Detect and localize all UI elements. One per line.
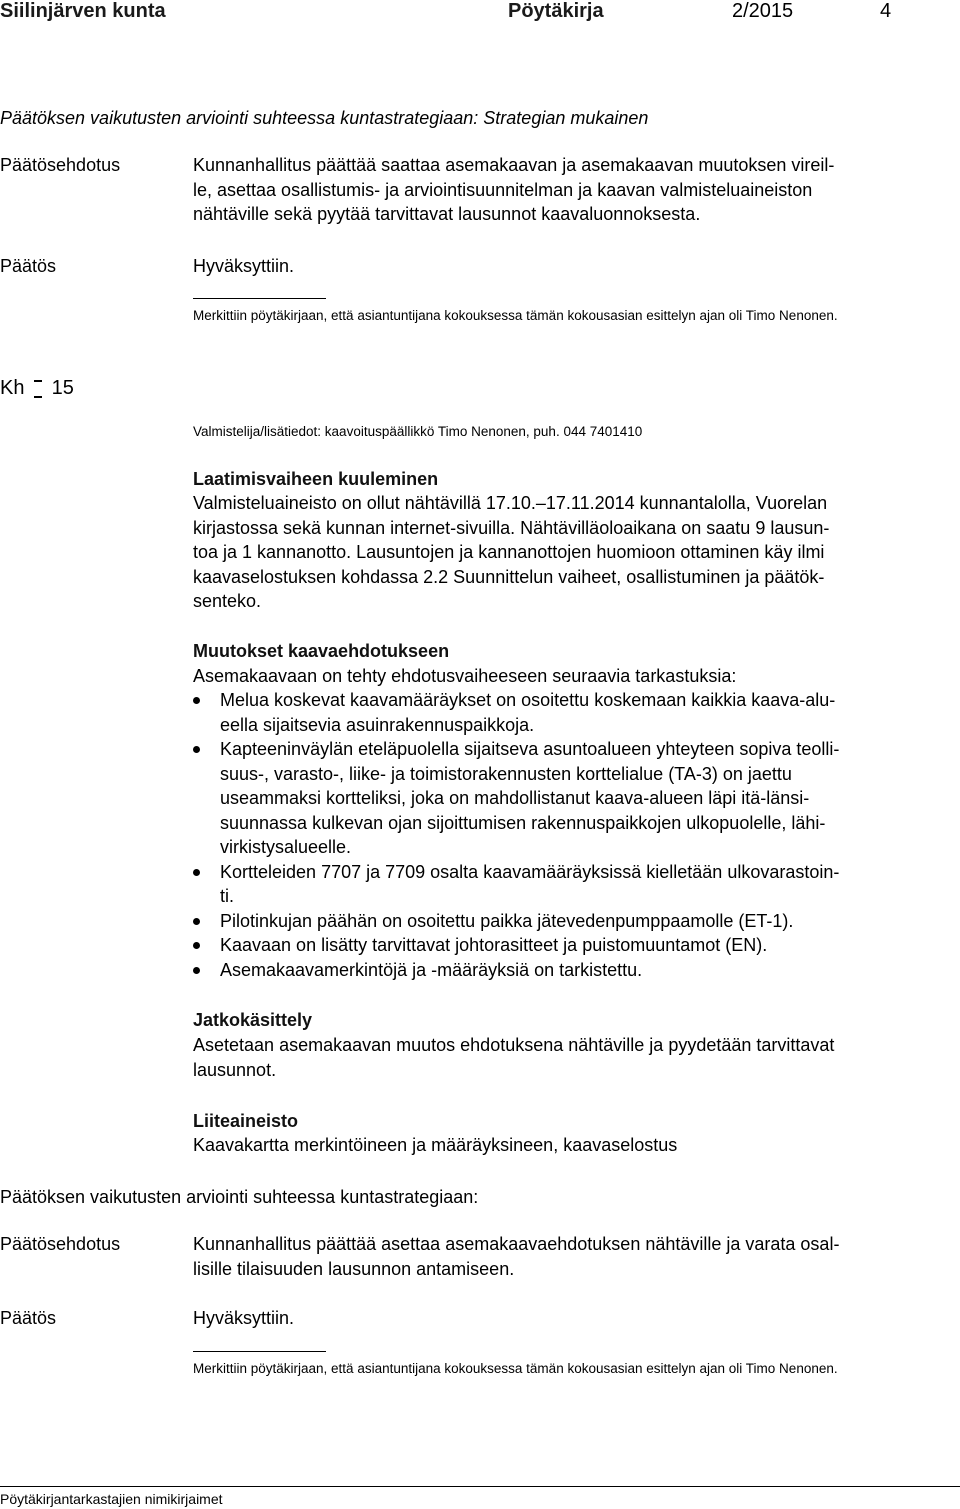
list-item: Asemakaavamerkintöjä ja -määräyksiä on tarkistettu.: [193, 958, 953, 983]
footer-divider: [0, 1486, 960, 1487]
strategy-assessment-2: Päätöksen vaikutusten arviointi suhteessa kuntastrategiaan:: [0, 1187, 479, 1207]
consultation-heading: Laatimisvaiheen kuuleminen: [193, 469, 439, 489]
proposal-label-2: Päätösehdotus: [0, 1234, 121, 1254]
bullet-icon: [193, 746, 200, 753]
followup-text: Asetetaan asemakaavan muutos ehdotuksena nähtäville ja pyydetään tarvittavat lausunnot.: [193, 1035, 835, 1080]
list-item: Kortteleiden 7707 ja 7709 osalta kaavamääräyksissä kielletään ulkovarastoin- ti.: [193, 860, 953, 909]
strategy-assessment: Päätöksen vaikutusten arviointi suhteessa kuntastrategiaan: Strategian mukainen: [0, 108, 649, 128]
expert-note-2: Merkittiin pöytäkirjaan, että asiantuntijana kokouksessa tämän kokousasian esittelyn ajan oli Timo Nenonen.: [193, 1361, 838, 1376]
changes-list: [193, 688, 953, 982]
changes-heading: Muutokset kaavaehdotukseen: [193, 641, 450, 661]
preparer-info: Valmistelija/lisätiedot: kaavoituspäällikkö Timo Nenonen, puh. 044 7401410: [193, 424, 643, 439]
document-type: Pöytäkirja: [508, 0, 604, 22]
attachment-heading: Liiteaineisto: [193, 1111, 299, 1131]
list-item: Kaavaan on lisätty tarvittavat johtorasitteet ja puistomuuntamot (EN).: [193, 933, 953, 958]
document-number: 2/2015: [732, 0, 794, 22]
decision-text-2: Hyväksyttiin.: [193, 1308, 295, 1328]
list-item: Melua koskevat kaavamääräykset on osoitettu koskemaan kaikkia kaava-alu- eella sijaitsevia asuinrakennuspaikkoja.: [193, 688, 953, 737]
proposal-label: Päätösehdotus: [0, 155, 121, 175]
attachment-text: Kaavakartta merkintöineen ja määräyksineen, kaavaselostus: [193, 1135, 678, 1155]
bullet-icon: [193, 697, 200, 704]
changes-intro: Asemakaavaan on tehty ehdotusvaiheeseen seuraavia tarkastuksia:: [193, 666, 737, 686]
section-sign-icon: [34, 380, 42, 398]
page-number: 4: [880, 0, 892, 22]
note-divider: [193, 298, 326, 299]
proposal-text: Kunnanhallitus päättää saattaa asemakaavan ja asemakaavan muutoksen vireil- le, asettaa osallistumis- ja arviointisuunnitelman ja kaavan valmisteluaineiston nähtäville sekä pyytää tarvittavat lausunnot kaavaluonnoksesta.: [193, 155, 835, 224]
footer-text: Pöytäkirjantarkastajien nimikirjaimet: [0, 1491, 223, 1507]
bullet-icon: [193, 869, 200, 876]
bullet-icon: [193, 967, 200, 974]
decision-label-2: Päätös: [0, 1308, 57, 1328]
consultation-text: Valmisteluaineisto on ollut nähtävillä 17.10.–17.11.2014 kunnantalolla, Vuorelan kirjastossa sekä kunnan internet-sivuilla. Nähtävilläoloaikana on saatu 9 lausun- toa ja 1 kannanotto. Lausuntojen ja kannanottojen huomioon ottaminen käy ilmi kaavaselostuksen kohdassa 2.2 Suunnittelun vaiheet, osallistuminen ja päätök- senteko.: [193, 493, 830, 611]
note-divider-2: [193, 1351, 326, 1352]
proposal-text-2: Kunnanhallitus päättää asettaa asemakaavaehdotuksen nähtäville ja varata osal- lisille tilaisuuden lausunnon antamiseen.: [193, 1234, 840, 1279]
expert-note: Merkittiin pöytäkirjaan, että asiantuntijana kokouksessa tämän kokousasian esittelyn ajan oli Timo Nenonen.: [193, 308, 838, 323]
item-number: Kh 15: [0, 377, 74, 399]
decision-label: Päätös: [0, 256, 57, 276]
decision-text: Hyväksyttiin.: [193, 256, 295, 276]
bullet-icon: [193, 942, 200, 949]
list-item: Kapteeninväylän eteläpuolella sijaitseva asuntoalueen yhteyteen sopiva teolli- suus-, varasto-, liike- ja toimistorakennusten korttelialue (TA-3) on jaettu useammaksi kortteliksi, joka on mahdollistanut kaava-alueen läpi itä-länsi- suunnassa kulkevan ojan sijoittumisen rakennuspaikkojen ulkopuolelle, lähi- virkistysalueelle.: [193, 737, 953, 860]
municipality-name: Siilinjärven kunta: [0, 0, 166, 22]
followup-heading: Jatkokäsittely: [193, 1010, 313, 1030]
bullet-icon: [193, 918, 200, 925]
list-item: Pilotinkujan päähän on osoitettu paikka jätevedenpumppaamolle (ET-1).: [193, 909, 953, 934]
